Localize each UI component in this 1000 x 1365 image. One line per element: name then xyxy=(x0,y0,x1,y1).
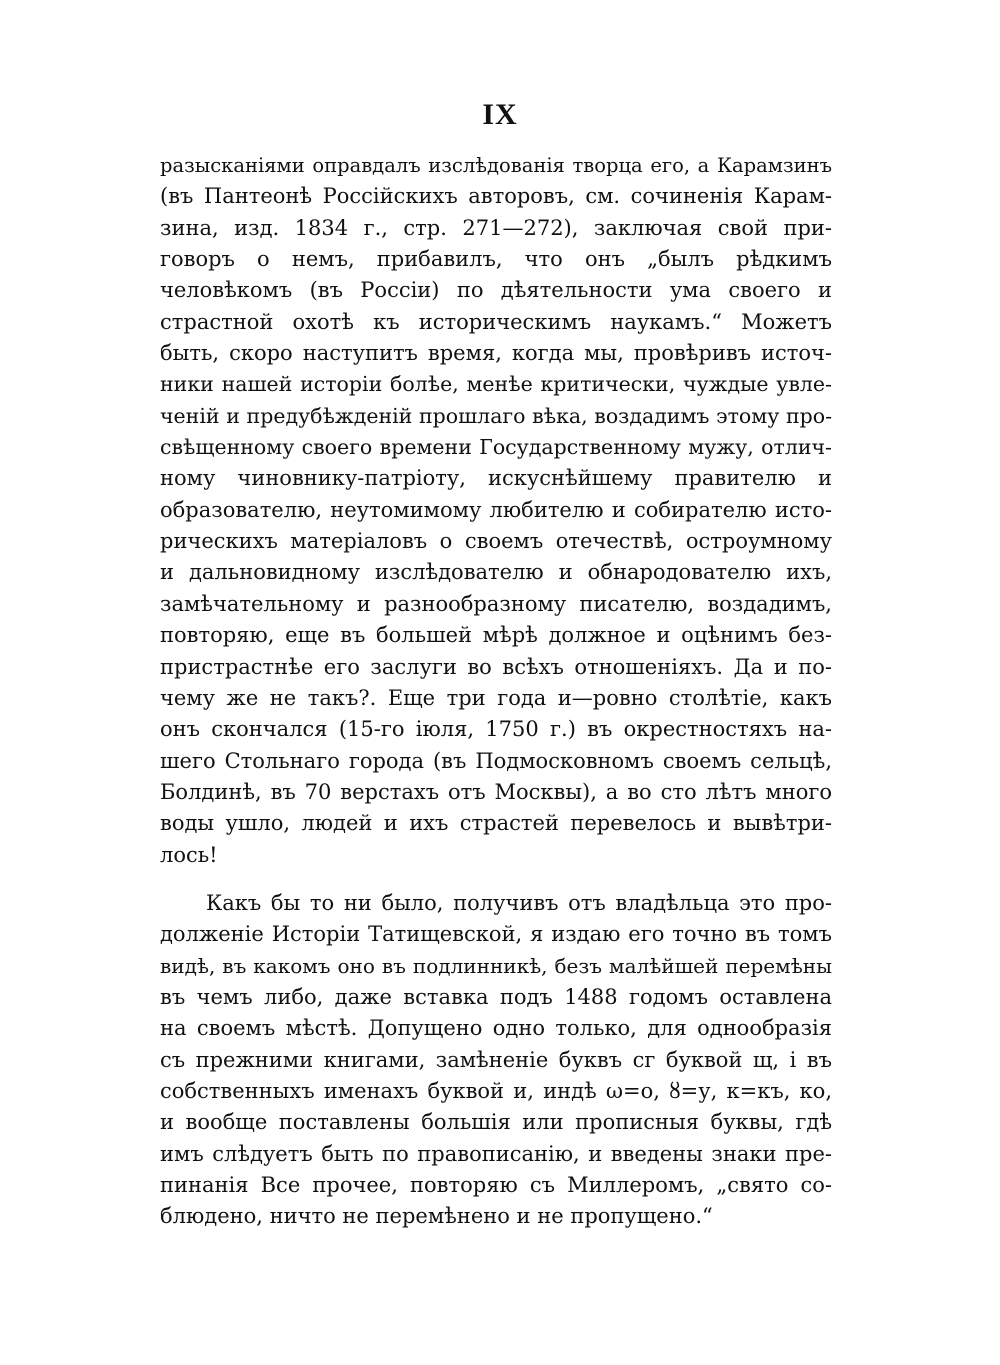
text-line: и дальновидному изслѣдователю и обнародователю ихъ, xyxy=(160,560,832,585)
text-line: воды ушло, людей и ихъ страстей перевелось и вывѣтри- xyxy=(160,811,832,836)
text-line: и вообще поставлены большія или прописныя буквы, гдѣ xyxy=(160,1110,832,1135)
text-line: быть, скоро наступитъ время, когда мы, провѣривъ источ- xyxy=(160,341,832,366)
text-line: замѣчательному и разнообразному писателю, воздадимъ, xyxy=(160,591,832,616)
text-line: пристрастнѣе его заслуги во всѣхъ отношеніяхъ. Да и по- xyxy=(160,654,832,679)
text-line: онъ скончался (15-го іюля, 1750 г.) въ окрестностяхъ на- xyxy=(160,717,832,742)
page-number: IX xyxy=(482,98,518,131)
text-line: страстной охотѣ къ историческимъ наукамъ.“ Можетъ xyxy=(160,309,832,334)
text-line: ченій и предубѣжденій прошлаго вѣка, воздадимъ этому про- xyxy=(160,403,832,428)
text-line: рическихъ матеріаловъ о своемъ отечествѣ, остроумному xyxy=(160,529,832,554)
text-line: видѣ, въ какомъ оно въ подлинникѣ, безъ малѣйшей перемѣны xyxy=(160,953,832,978)
text-line: въ чемъ либо, даже вставка подъ 1488 годомъ оставлена xyxy=(160,984,832,1009)
paragraph-1 xyxy=(160,150,832,871)
text-line: блюдено, ничто не перемѣнено и не пропущено.“ xyxy=(160,1204,713,1229)
paragraph-2 xyxy=(160,888,832,1233)
text-line: Болдинѣ, въ 70 верстахъ отъ Москвы), а во сто лѣтъ много xyxy=(160,779,832,804)
text-line: долженіе Исторіи Татищевской, я издаю его точно въ томъ xyxy=(160,922,832,947)
text-line: Какъ бы то ни было, получивъ отъ владѣльца это про- xyxy=(206,890,832,915)
text-line: пинанія Все прочее, повторяю съ Миллеромъ, „свято со- xyxy=(160,1173,832,1197)
text-line: разысканіями оправдалъ изслѣдованія творца его, а Карамзинъ xyxy=(160,154,832,177)
text-line: собственныхъ именахъ буквой и, индѣ ω=о, ȣ=у, к=къ, ко, xyxy=(160,1078,832,1103)
paragraph-gap xyxy=(160,871,832,888)
text-line: ники нашей исторіи болѣе, менѣе критически, чуждые увле- xyxy=(160,372,832,397)
text-line: имъ слѣдуетъ быть по правописанію, и введены знаки пре- xyxy=(160,1141,832,1166)
text-line: лось! xyxy=(160,842,218,867)
text-line: говоръ о немъ, прибавилъ, что онъ „былъ рѣдкимъ xyxy=(160,247,832,272)
text-line: образователю, неутомимому любителю и собирателю исто- xyxy=(160,497,832,522)
text-line: съ прежними книгами, замѣненіе буквъ сг буквой щ, і въ xyxy=(160,1047,832,1072)
text-line: на своемъ мѣстѣ. Допущено одно только, для однообразія xyxy=(160,1016,832,1041)
text-line: свѣщенному своего времени Государственному мужу, отлич- xyxy=(160,435,832,460)
text-line: (въ Пантеонѣ Россійскихъ авторовъ, см. сочиненія Карам- xyxy=(160,184,832,209)
text-line: человѣкомъ (въ Россіи) по дѣятельности ума своего и xyxy=(160,278,832,303)
body-text xyxy=(160,150,832,1233)
text-line: зина, изд. 1834 г., стр. 271—272), заключая свой при- xyxy=(160,215,832,240)
text-line: чему же не такъ?. Еще три года и—ровно столѣтіе, какъ xyxy=(160,685,832,710)
text-line: повторяю, еще въ большей мѣрѣ должное и оцѣнимъ без- xyxy=(160,623,832,648)
text-line: ному чиновнику-патріоту, искуснѣйшему правителю и xyxy=(160,466,832,491)
text-line: шего Стольнаго города (въ Подмосковномъ своемъ сельцѣ, xyxy=(160,748,832,773)
